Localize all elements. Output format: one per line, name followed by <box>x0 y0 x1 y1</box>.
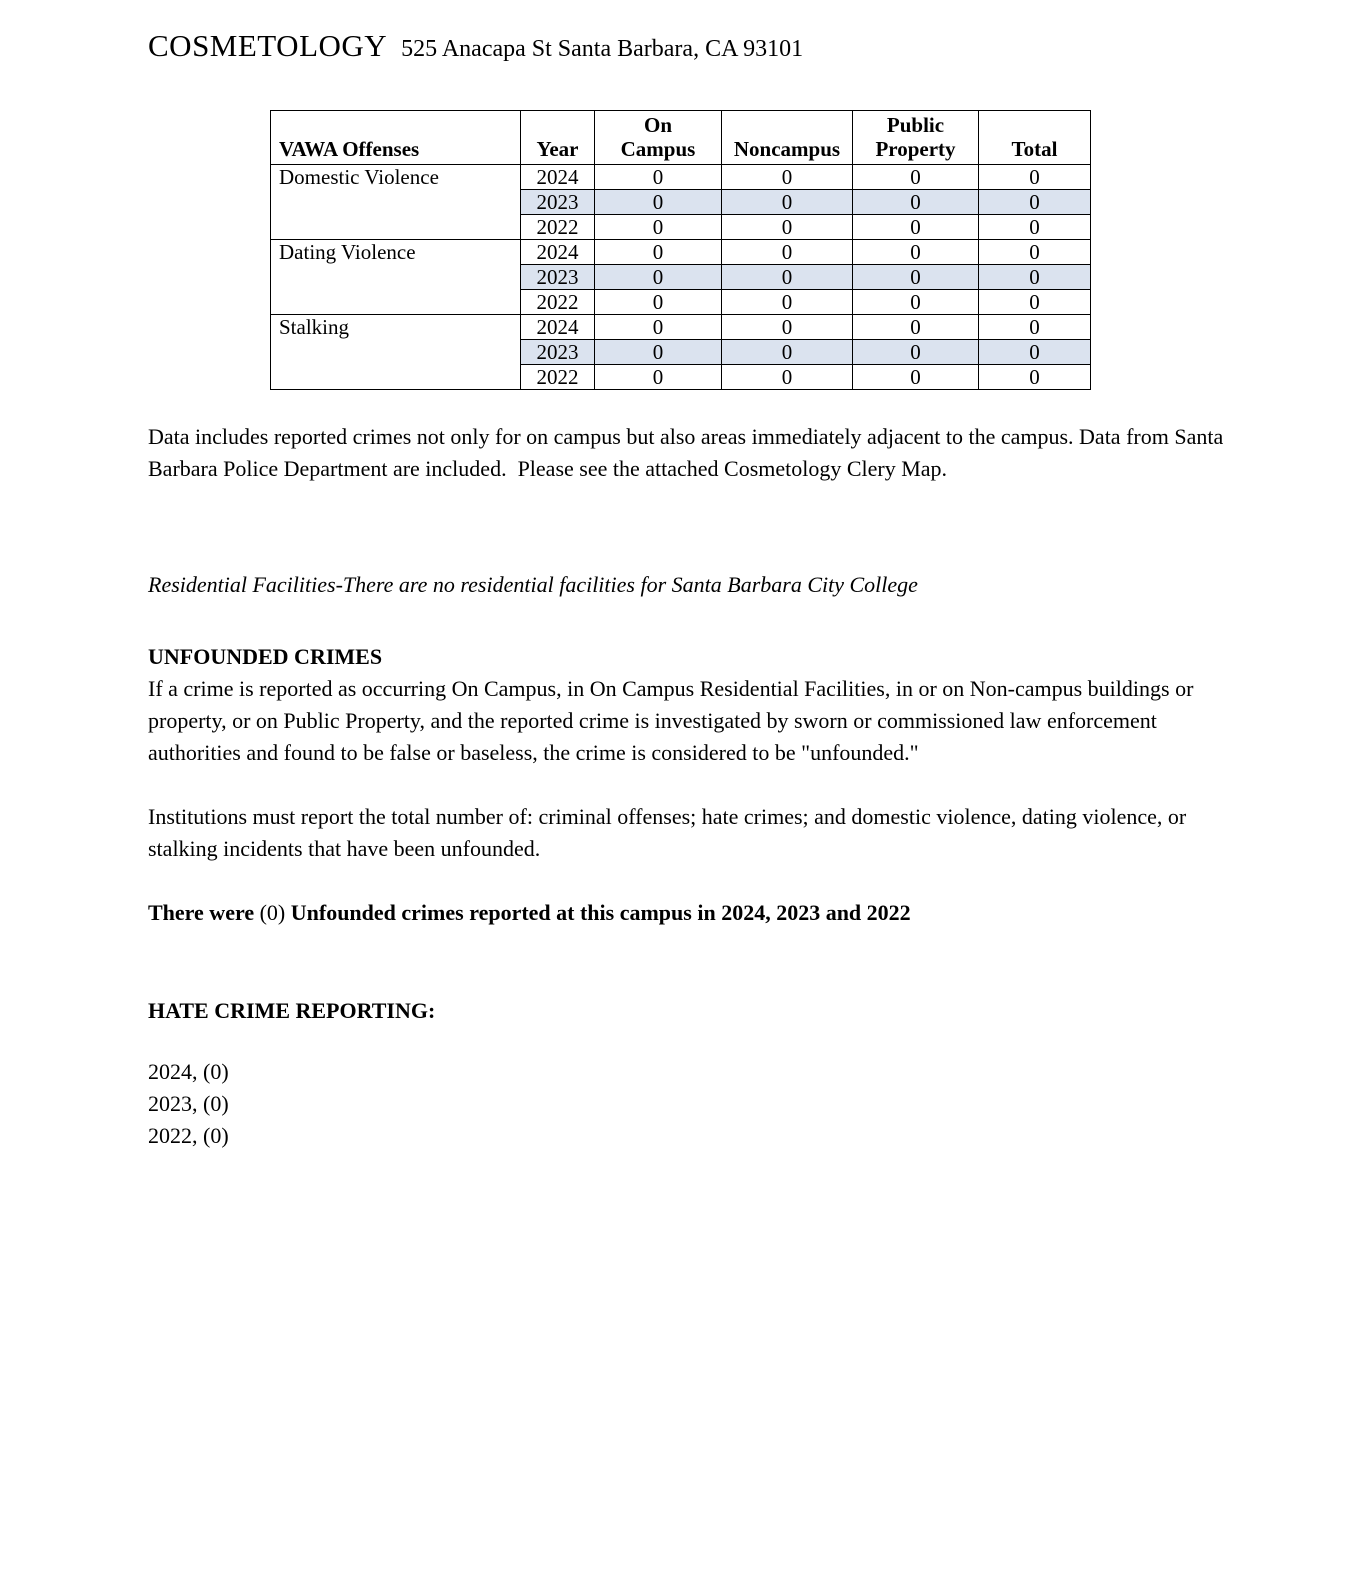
col-header-on-campus: On Campus <box>595 111 722 165</box>
value-cell: 0 <box>979 240 1091 265</box>
value-cell: 0 <box>853 165 979 190</box>
page-title: COSMETOLOGY <box>148 28 388 63</box>
value-cell: 0 <box>722 215 853 240</box>
offense-cell: Domestic Violence <box>271 165 521 240</box>
col-header-noncampus: Noncampus <box>722 111 853 165</box>
unfounded-crimes-body: If a crime is reported as occurring On Campus, in On Campus Residential Facilities, in or on Non-campus buildings or property, or on Public Property, and the reported crime is investigated by sworn or commissioned law enforcement authorities and found to be false or baseless, the crime is considered to be "unfounded." <box>148 676 1199 765</box>
value-cell: 0 <box>595 165 722 190</box>
value-cell: 0 <box>979 265 1091 290</box>
col-header-public-property: Public Property <box>853 111 979 165</box>
value-cell: 0 <box>853 340 979 365</box>
summary-bold-suffix: Unfounded crimes reported at this campus in 2024, 2023 and 2022 <box>285 900 911 925</box>
value-cell: 0 <box>853 265 979 290</box>
value-cell: 0 <box>722 290 853 315</box>
value-cell: 0 <box>979 165 1091 190</box>
institutions-reporting-note: Institutions must report the total number of: criminal offenses; hate crimes; and domestic violence, dating violence, or stalking incidents that have been unfounded. <box>148 804 1192 861</box>
offense-cell: Dating Violence <box>271 240 521 315</box>
value-cell: 0 <box>722 190 853 215</box>
vawa-offenses-table <box>270 110 1091 390</box>
year-cell: 2024 <box>521 165 595 190</box>
value-cell: 0 <box>853 365 979 390</box>
col-header-vawa-offenses: VAWA Offenses <box>271 111 521 165</box>
value-cell: 0 <box>979 215 1091 240</box>
value-cell: 0 <box>979 340 1091 365</box>
value-cell: 0 <box>595 290 722 315</box>
hate-crime-year-line: 2022, (0) <box>148 1123 229 1148</box>
summary-count: (0) <box>259 900 286 925</box>
hate-crime-year-line: 2023, (0) <box>148 1091 229 1116</box>
table-header-row <box>271 111 1091 165</box>
value-cell: 0 <box>979 290 1091 315</box>
hate-crime-year-line: 2024, (0) <box>148 1059 229 1084</box>
value-cell: 0 <box>595 365 722 390</box>
value-cell: 0 <box>722 265 853 290</box>
table-row <box>271 315 1091 340</box>
value-cell: 0 <box>595 240 722 265</box>
value-cell: 0 <box>722 365 853 390</box>
year-cell: 2023 <box>521 340 595 365</box>
table-row <box>271 240 1091 265</box>
value-cell: 0 <box>595 190 722 215</box>
offense-cell: Stalking <box>271 315 521 390</box>
year-cell: 2023 <box>521 190 595 215</box>
hate-crime-reporting-heading: HATE CRIME REPORTING: <box>148 998 436 1023</box>
value-cell: 0 <box>595 340 722 365</box>
value-cell: 0 <box>979 315 1091 340</box>
year-cell: 2024 <box>521 240 595 265</box>
value-cell: 0 <box>853 190 979 215</box>
hate-crime-year-list <box>148 1056 1240 1152</box>
page-address: 525 Anacapa St Santa Barbara, CA 93101 <box>401 36 804 62</box>
value-cell: 0 <box>595 315 722 340</box>
table-row <box>271 165 1091 190</box>
value-cell: 0 <box>979 190 1091 215</box>
year-cell: 2023 <box>521 265 595 290</box>
residential-facilities-note: Residential Facilities-There are no residential facilities for Santa Barbara City College <box>148 572 918 597</box>
document-header <box>148 28 1240 64</box>
value-cell: 0 <box>595 265 722 290</box>
value-cell: 0 <box>853 215 979 240</box>
value-cell: 0 <box>722 240 853 265</box>
year-cell: 2024 <box>521 315 595 340</box>
year-cell: 2022 <box>521 290 595 315</box>
summary-bold-prefix: There were <box>148 900 260 925</box>
value-cell: 0 <box>853 240 979 265</box>
value-cell: 0 <box>853 315 979 340</box>
year-cell: 2022 <box>521 365 595 390</box>
unfounded-crimes-heading: UNFOUNDED CRIMES <box>148 644 383 669</box>
value-cell: 0 <box>595 215 722 240</box>
value-cell: 0 <box>722 340 853 365</box>
col-header-year: Year <box>521 111 595 165</box>
unfounded-summary <box>148 897 1240 929</box>
value-cell: 0 <box>979 365 1091 390</box>
col-header-total: Total <box>979 111 1091 165</box>
year-cell: 2022 <box>521 215 595 240</box>
value-cell: 0 <box>722 315 853 340</box>
value-cell: 0 <box>722 165 853 190</box>
value-cell: 0 <box>853 290 979 315</box>
data-note-paragraph: Data includes reported crimes not only for on campus but also areas immediately adjacent to the campus. Data from Santa Barbara Police Department are included. Please see the attached Cosmetology Clery Map. <box>148 424 1229 481</box>
